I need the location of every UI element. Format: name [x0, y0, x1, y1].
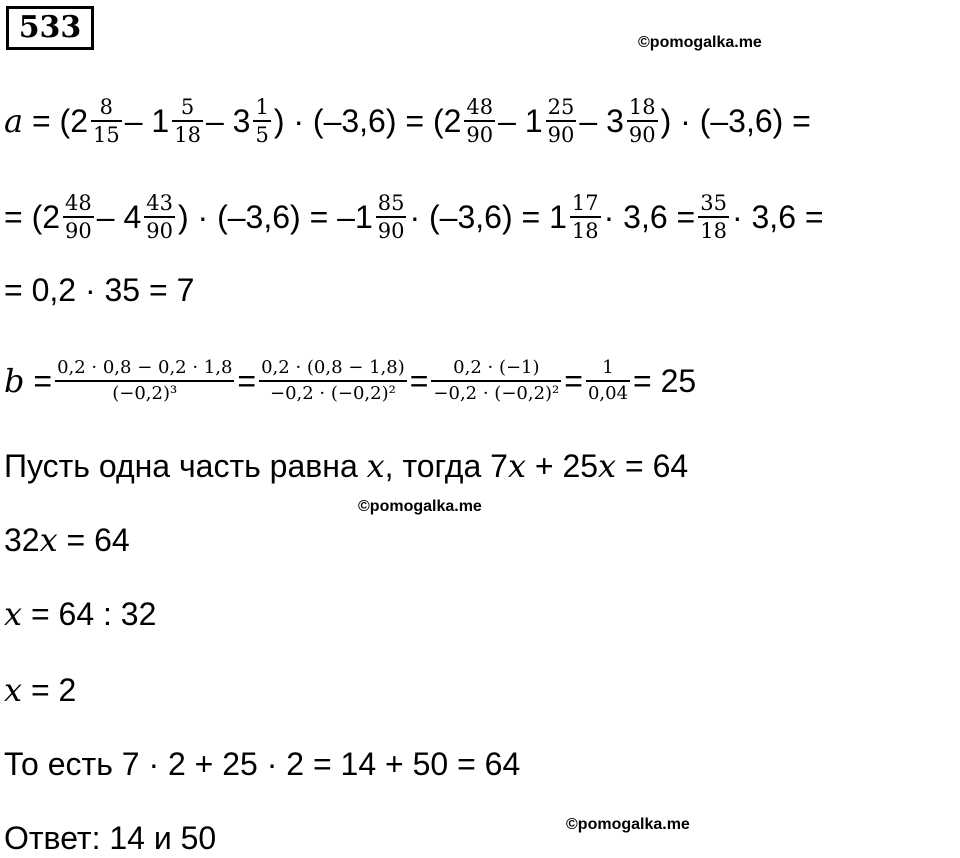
equation-b [4, 356, 696, 406]
denominator: 90 [146, 219, 173, 243]
denominator: 90 [377, 219, 405, 243]
expr-part: – 1 [498, 103, 543, 139]
fraction [55, 356, 234, 406]
fraction [570, 190, 601, 244]
expr-part: · 3,6 = [603, 199, 696, 235]
expr-part: – 1 [124, 103, 170, 139]
numerator: 48 [466, 95, 494, 119]
expr-part: = (2 [23, 103, 88, 139]
fraction [546, 94, 577, 148]
fraction [464, 94, 495, 148]
expr-part: = [564, 363, 583, 399]
text-part: = 2 [22, 672, 77, 708]
expr-part: – 4 [96, 199, 142, 235]
fraction [172, 94, 203, 148]
expr-part: = (2 [4, 199, 61, 235]
watermark-bottom: ©pomogalka.me [566, 816, 690, 833]
variable-x: x [4, 595, 23, 633]
watermark-top: ©pomogalka.me [638, 34, 762, 51]
denominator: 18 [174, 123, 201, 147]
equation-x-division [4, 594, 156, 634]
expr-part: = 25 [633, 363, 697, 399]
expr-part: = [409, 363, 429, 399]
expr-part: · 3,6 = [731, 199, 824, 235]
expr-part: = [237, 363, 257, 399]
problem-number: 533 [6, 6, 94, 50]
denominator: 0,04 [587, 383, 629, 404]
numerator: 17 [571, 191, 599, 215]
denominator: 90 [628, 123, 656, 147]
expr-part: ) · (–3,6) = (2 [273, 103, 462, 139]
text-answer [4, 818, 216, 858]
equation-x-result [4, 670, 76, 710]
text-part: То есть 7 · 2 + 25 · 2 = 14 + 50 = 64 [4, 746, 521, 782]
fraction [259, 356, 407, 406]
expr-part: · (–3,6) = 1 [409, 199, 567, 235]
numerator: 5 [180, 95, 195, 119]
numerator: 43 [146, 191, 173, 215]
fraction [144, 190, 175, 244]
denominator: 90 [466, 123, 494, 147]
variable-x: x [4, 671, 23, 709]
variable-x: x [598, 447, 617, 485]
numerator: 0,2 · (−1) [453, 357, 540, 378]
watermark-middle: ©pomogalka.me [358, 498, 482, 515]
denominator: 18 [700, 219, 727, 243]
numerator: 85 [377, 191, 405, 215]
denominator: 90 [65, 219, 92, 243]
equation-a-line-1 [4, 94, 811, 148]
numerator: 25 [547, 95, 575, 119]
text-part: = 64 : 32 [22, 596, 157, 632]
expr-part: – 3 [205, 103, 251, 139]
equation-a-line-3 [4, 270, 194, 310]
denominator: 18 [571, 219, 599, 243]
text-part: , тогда 7 [384, 448, 508, 484]
expr-part: = 0,2 · 35 = 7 [4, 272, 195, 308]
text-part: Ответ: 14 и 50 [4, 820, 217, 856]
fraction [586, 356, 630, 406]
variable-x: x [507, 447, 526, 485]
expr-part: = [24, 363, 53, 399]
variable-x: x [366, 447, 385, 485]
variable-b: b [4, 362, 25, 400]
numerator: 48 [65, 191, 92, 215]
numerator: 1 [255, 95, 269, 119]
denominator: 90 [547, 123, 575, 147]
denominator: 15 [93, 123, 120, 147]
text-part: = 64 [57, 522, 130, 558]
denominator: 5 [255, 123, 269, 147]
variable-x: x [39, 521, 58, 559]
numerator: 18 [628, 95, 656, 119]
text-part: Пусть одна часть равна [4, 448, 367, 484]
expr-part: ) · (–3,6) = –1 [177, 199, 373, 235]
expr-part: – 3 [579, 103, 624, 139]
text-part: = 64 [616, 448, 689, 484]
fraction [627, 94, 658, 148]
numerator: 0,2 · 0,8 − 0,2 · 1,8 [57, 357, 233, 378]
expr-part: ) · (–3,6) = [660, 103, 811, 139]
text-check [4, 744, 520, 784]
equation-32x [4, 520, 130, 560]
numerator: 1 [602, 357, 614, 378]
fraction [91, 94, 122, 148]
fraction [253, 94, 270, 148]
denominator: −0,2 · (−0,2)² [270, 383, 396, 404]
fraction [63, 190, 94, 244]
text-let-x [4, 446, 688, 486]
numerator: 8 [99, 95, 114, 119]
text-part: 32 [4, 522, 40, 558]
text-part: + 25 [525, 448, 599, 484]
numerator: 0,2 · (0,8 − 1,8) [261, 357, 405, 378]
denominator: −0,2 · (−0,2)² [433, 383, 560, 404]
variable-a: a [4, 102, 24, 140]
equation-a-line-2 [4, 190, 824, 244]
numerator: 35 [700, 191, 727, 215]
denominator: (−0,2)³ [112, 383, 178, 404]
fraction [376, 190, 407, 244]
fraction [431, 356, 561, 406]
fraction [698, 190, 729, 244]
